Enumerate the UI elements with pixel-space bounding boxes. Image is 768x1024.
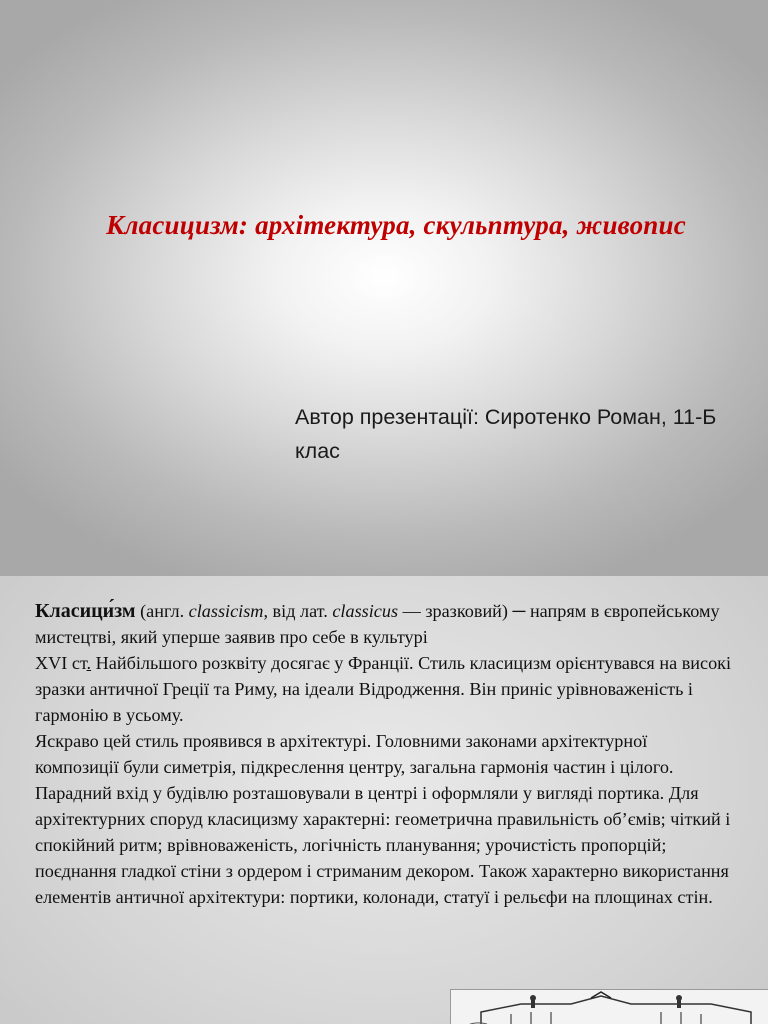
author-line: Автор презентації: Сиротенко Роман, 11-Б клас xyxy=(295,405,717,463)
english-term: classicism xyxy=(188,601,264,621)
term-heading: Класици́зм xyxy=(35,600,136,622)
paragraph-architecture: Яскраво цей стиль проявився в архітектурі. Головними законами архітектурної композиції були симетрія, підкреслення центру, загальна гармонія частин і цілого. xyxy=(35,731,674,777)
text-run: Найбільшого розквіту досягає у Франції. Стиль класицизм орієнтувався на високі зразки античної Греції та Риму, на ідеали Відродження. Він приніс урівноваженість і гармонію в усьому. xyxy=(35,653,732,725)
definition-slide xyxy=(0,576,768,1024)
text-run: — зразковий) ─ напрям в європейському мистецтві, який уперше заявив про себе в культурі xyxy=(35,601,720,647)
century-text: XVI ст xyxy=(35,653,87,673)
century-dot: . xyxy=(86,653,92,673)
text-run: (англ. xyxy=(135,601,189,621)
building-engraving-image xyxy=(450,989,768,1024)
building-engraving-icon xyxy=(451,990,768,1024)
definition-text xyxy=(35,598,735,910)
presentation-title: Класицизм: архітектура, скульптура, живопис xyxy=(106,210,686,240)
latin-term: classicus xyxy=(332,601,399,621)
text-run: , від лат. xyxy=(263,601,333,621)
paragraph-portico: Парадний вхід у будівлю розташовували в центрі і оформляли у вигляді портика. Для архітектурних споруд класицизму характерні: геометрична правильність об’ємів; чіткий і спокійний ритм; врівноваженість, логічність планування; урочистість пропорцій; поєднання гладкої стіни з ордером і стриманим декором. Також характерно використання елементів античної архітектури: портики, колонади, статуї і рельєфи на площинах стін. xyxy=(35,783,731,907)
